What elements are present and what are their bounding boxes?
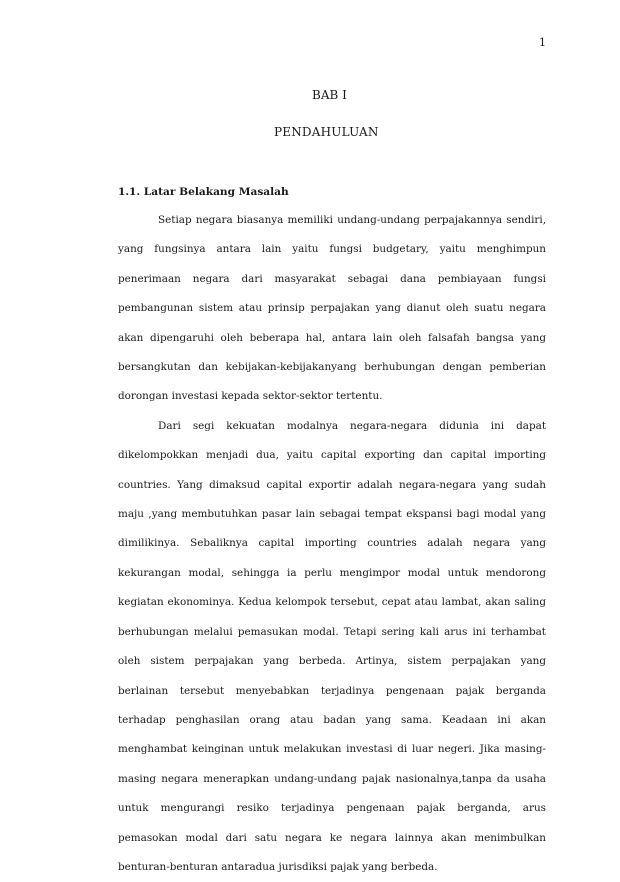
paragraph: Dari segi kekuatan modalnya negara-negara didunia ini dapat dikelompokkan menjadi dua, yaitu capital exporting dan capital importing countries. Yang dimaksud capital exportir adalah negara-negara yang sudah maju ,yang membutuhkan pasar lain sebagai tempat ekspansi bagi modal yang dimilikinya. Sebaliknya capital importing countries adalah negara yang kekurangan modal, sehingga ia perlu mengimpor modal untuk mendorong kegiatan ekonominya. Kedua kelompok tersebut, cepat atau lambat, akan saling berhubungan melalui pemasukan modal. Tetapi sering kali arus ini terhambat oleh sistem perpajakan yang berbeda. Artinya, sistem perpajakan yang berlainan tersebut menyebabkan terjadinya pengenaan pajak berganda terhadap penghasilan orang atau badan yang sama. Keadaan ini akan menghambat keinginan untuk melakukan investasi di luar negeri. Jika masing-masing negara menerapkan undang-undang pajak nasionalnya,tanpa da usaha untuk mengurangi resiko terjadinya pengenaan pajak berganda, arus pemasokan modal dari satu negara ke negara lainnya akan menimbulkan benturan-benturan antaradua jurisdiksi pajak yang berbeda. <box>118 419 546 873</box>
chapter-number: BAB I <box>312 88 347 102</box>
page-number: 1 <box>539 36 546 49</box>
paragraph: Setiap negara biasanya memiliki undang-undang perpajakannya sendiri, yang fungsinya antara lain yaitu fungsi budgetary, yaitu menghimpun penerimaan negara dari masyarakat sebagai dana pembiayaan fungsi pembangunan sistem atau prinsip perpajakan yang dianut oleh suatu negara akan dipengaruhi oleh beberapa hal, antara lain oleh falsafah bangsa yang bersangkutan dan kebijakan-kebijakanyang berhubungan dengan pemberian dorongan investasi kepada sektor-sektor tertentu. <box>118 214 546 403</box>
section-heading: 1.1. Latar Belakang Masalah <box>118 186 289 198</box>
chapter-title: PENDAHULUAN <box>274 125 379 139</box>
section-body <box>118 206 546 882</box>
